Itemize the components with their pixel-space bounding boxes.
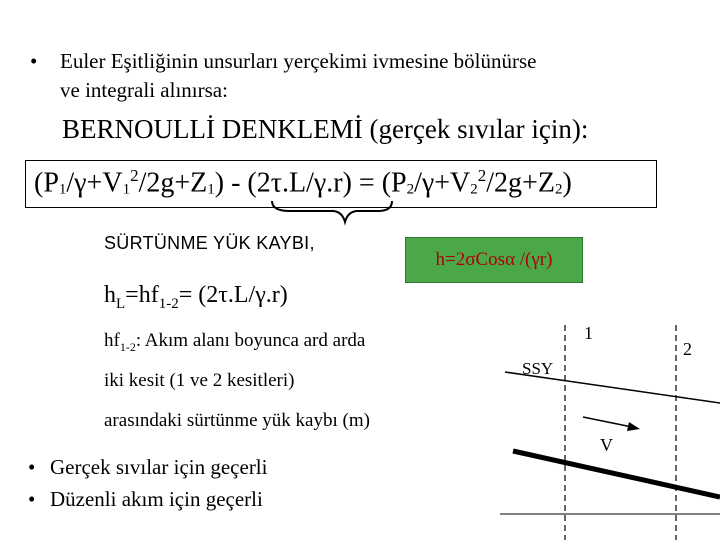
capillary-formula: h=2σCosα /(γr) — [435, 249, 553, 270]
head-loss-equation: $h_L=hf_{1-2}= (2\tau.L/\gamma.r)$ — [104, 282, 288, 312]
bullet-text: Düzenli akım için geçerli — [50, 487, 263, 511]
intro-line-1: Euler Eşitliğinin unsurları yerçekimi ivmesine bölünürse — [60, 49, 537, 73]
bullet-dot: • — [28, 487, 36, 511]
friction-loss-label: SÜRTÜNME YÜK KAYBI, — [104, 233, 315, 253]
hf-definition-line-2: iki kesit (1 ve 2 kesitleri) — [104, 370, 295, 391]
velocity-label: V — [600, 435, 613, 455]
section-2-label: 2 — [683, 339, 692, 359]
head-loss-term: (2τ.L/γ.r) — [247, 167, 352, 199]
channel-bed-line — [513, 451, 720, 497]
bullet-dot: • — [28, 455, 36, 479]
bernoulli-title: BERNOULLİ DENKLEMİ (gerçek sıvılar için): — [62, 114, 589, 144]
bullet-text: Gerçek sıvılar için geçerli — [50, 455, 268, 479]
ssy-label: SSY — [522, 359, 554, 378]
hf-definition-line-3: arasındaki sürtünme yük kaybı (m) — [104, 410, 370, 431]
hf-definition-line-1: $hf_{1-2}$: Akım alanı boyunca ard arda — [104, 330, 366, 354]
section-1-label: 1 — [584, 323, 593, 343]
velocity-arrow-shaft — [583, 417, 632, 427]
bernoulli-equation: $(P_1/\gamma+V_1^2/2g+Z_1) - (2\tau.L/\gamma.r) = (P_2/\gamma+V_2^2/2g+Z_2)$ — [34, 166, 572, 199]
bullet-dot: • — [30, 49, 38, 73]
velocity-arrow-head — [627, 422, 640, 431]
intro-line-2: ve integrali alınırsa: — [60, 78, 228, 102]
